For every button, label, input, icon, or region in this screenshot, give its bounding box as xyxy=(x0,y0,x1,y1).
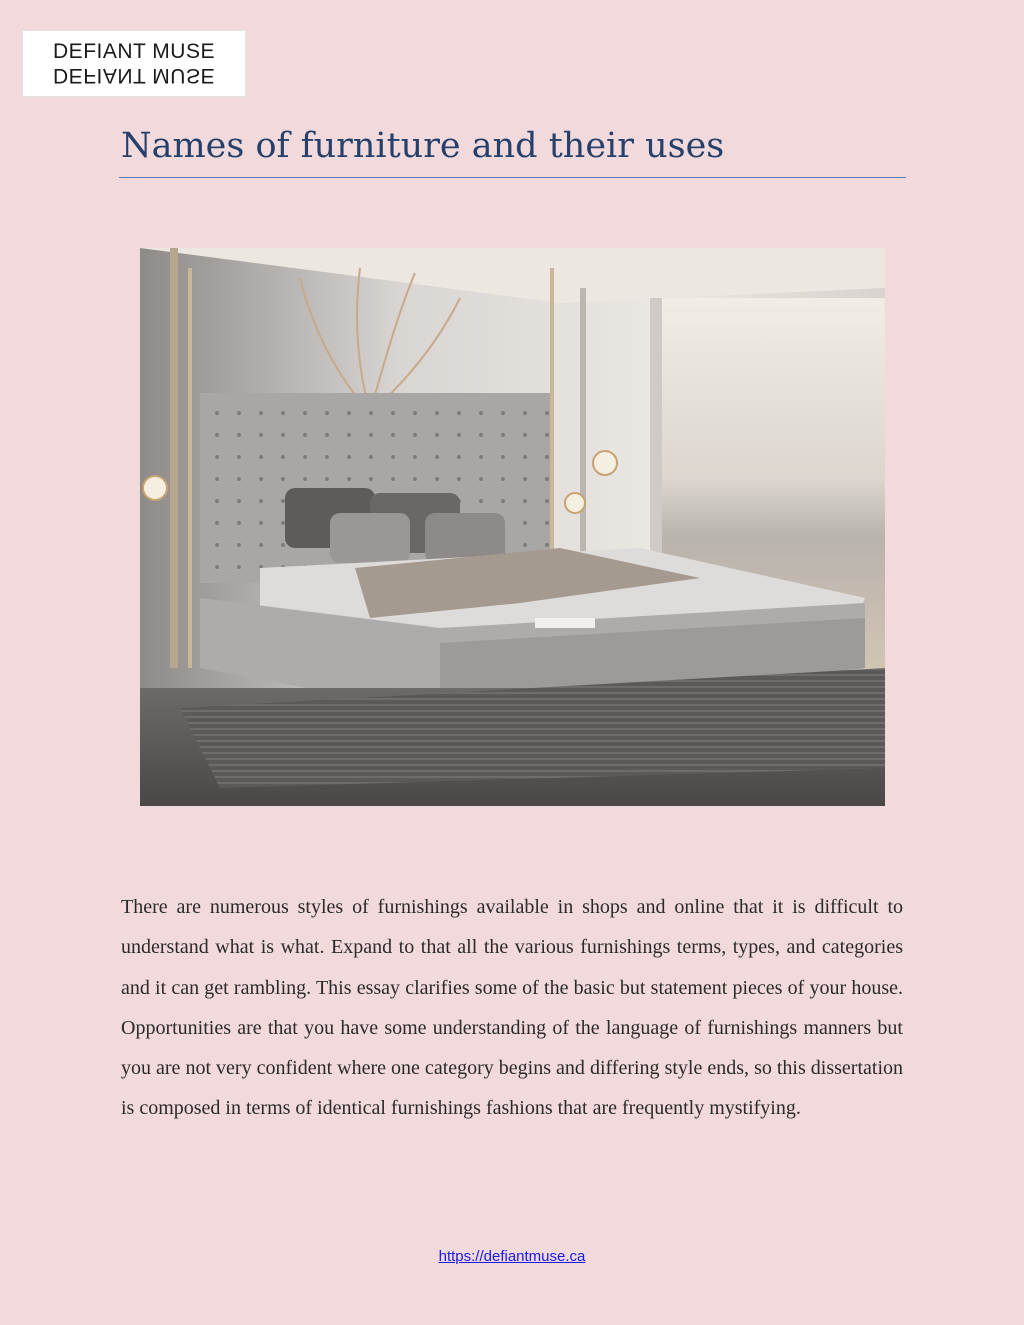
page-title: Names of furniture and their uses xyxy=(121,126,725,166)
logo-text: DEFIANT MUSE xyxy=(53,40,215,63)
website-link[interactable]: https://defiantmuse.ca xyxy=(438,1248,586,1265)
logo-text-mirrored: DEFIANT MUSE xyxy=(53,64,215,87)
footer xyxy=(0,1248,1024,1265)
intro-paragraph: There are numerous styles of furnishings available in shops and online that it is difficult to understand what is what. Expand to that all the various furnishings terms, types, and categories and it can get rambling. This essay clarifies some of the basic but statement pieces of your house. Opportunities are that you have some understanding of the language of furnishings manners but you are not very confident where one category begins and differing style ends, so this dissertation is composed in terms of identical furnishings fashions that are frequently mystifying. xyxy=(121,896,903,1120)
brand-logo xyxy=(22,30,246,97)
title-underline xyxy=(119,177,906,178)
bedroom-photo xyxy=(140,248,885,806)
